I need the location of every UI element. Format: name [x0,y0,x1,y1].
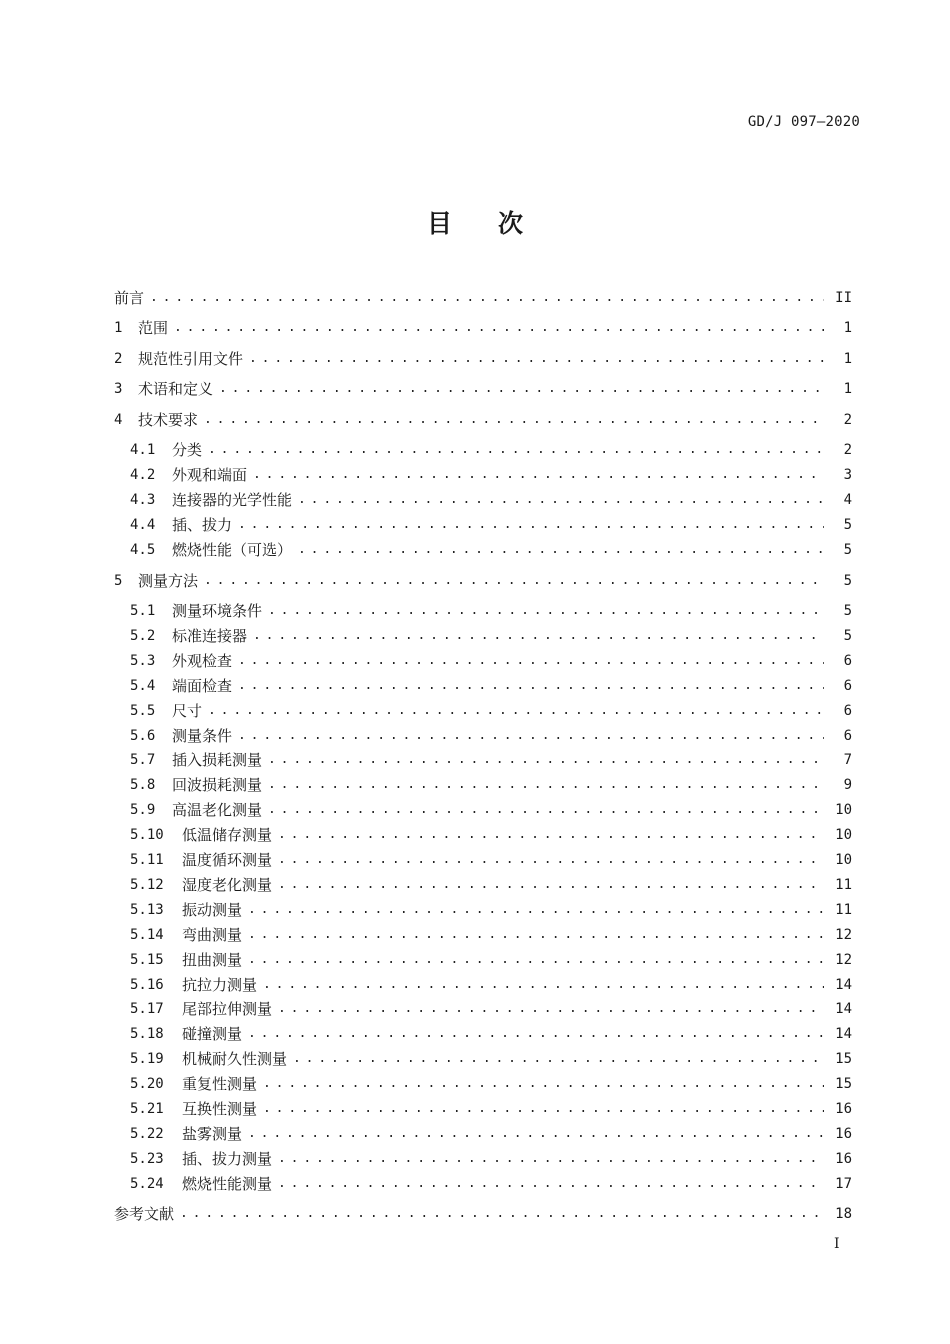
toc-entry-label: 测量方法 [138,572,199,590]
toc-entry[interactable] [130,700,852,722]
toc-dot-leader [278,1148,824,1170]
toc-entry-label: 外观和端面 [172,466,248,484]
toc-entry[interactable] [130,799,852,821]
toc-entry-number: 5.14 [130,927,164,943]
toc-entry-page: 11 [835,877,852,893]
toc-entry-page: 5 [843,603,852,619]
toc-dot-leader [248,1023,824,1045]
toc-entry-number: 5.19 [130,1051,164,1067]
toc-entry[interactable] [130,974,852,996]
toc-entry[interactable] [130,439,852,461]
toc-entry-label: 振动测量 [182,901,243,919]
toc-dot-leader [268,600,824,622]
toc-entry[interactable] [114,378,852,400]
toc-entry[interactable] [130,949,852,971]
toc-entry[interactable] [130,824,852,846]
toc-entry-number: 5.12 [130,877,164,893]
toc-entry-number: 5.16 [130,977,164,993]
toc-entry[interactable] [130,899,852,921]
toc-dot-leader [253,464,824,486]
toc-dot-leader [150,287,824,309]
toc-dot-leader [238,514,824,536]
toc-entry-number: 4 [114,412,123,428]
toc-entry-page: 6 [843,703,852,719]
toc-entry-label: 高温老化测量 [172,801,263,819]
toc-entry-label: 弯曲测量 [182,926,243,944]
toc-entry-page: 12 [835,927,852,943]
toc-entry-label: 外观检查 [172,652,233,670]
toc-entry[interactable] [130,1073,852,1095]
toc-entry-number: 5.15 [130,952,164,968]
toc-dot-leader [174,317,824,339]
toc-entry-number: 5.5 [130,703,156,719]
toc-dot-leader [204,409,824,431]
toc-entry-number: 4.3 [130,492,156,508]
toc-entry-page: 16 [835,1101,852,1117]
toc-entry-page: 5 [843,517,852,533]
toc-entry-number: 5.9 [130,802,156,818]
toc-entry-page: 1 [843,381,852,397]
toc-entry[interactable] [130,725,852,747]
toc-entry[interactable] [130,625,852,647]
toc-dot-leader [238,725,824,747]
toc-dot-leader [278,874,824,896]
toc-entry-number: 5.23 [130,1151,164,1167]
toc-entry-label: 前言 [114,289,145,307]
toc-entry-page: 2 [843,412,852,428]
toc-entry[interactable] [130,1123,852,1145]
toc-dot-leader [278,824,824,846]
toc-entry-number: 5.21 [130,1101,164,1117]
toc-entry-number: 5.7 [130,752,156,768]
toc-entry-label: 标准连接器 [172,627,248,645]
toc-entry-label: 参考文献 [114,1205,175,1223]
toc-entry-number: 5.20 [130,1076,164,1092]
toc-entry-label: 范围 [138,319,169,337]
toc-entry-number: 5.22 [130,1126,164,1142]
toc-dot-leader [204,570,824,592]
toc-dot-leader [238,675,824,697]
toc-entry-label: 连接器的光学性能 [172,491,293,509]
toc-entry-label: 重复性测量 [182,1075,258,1093]
toc-entry-label: 技术要求 [138,411,199,429]
toc-entry[interactable] [114,570,852,592]
toc-entry[interactable] [130,1173,852,1195]
toc-entry-label: 盐雾测量 [182,1125,243,1143]
page-number: I [834,1236,840,1252]
toc-dot-leader [208,700,824,722]
toc-entry-label: 尾部拉伸测量 [182,1000,273,1018]
toc-entry-number: 5.6 [130,728,156,744]
toc-entry-number: 5.17 [130,1001,164,1017]
toc-entry-label: 插、拔力 [172,516,233,534]
toc-entry-page: 17 [835,1176,852,1192]
toc-entry-page: 10 [835,802,852,818]
toc-entry-label: 互换性测量 [182,1100,258,1118]
toc-dot-leader [298,489,824,511]
toc-entry[interactable] [130,489,852,511]
page-title [0,204,950,240]
toc-entry-number: 5.11 [130,852,164,868]
toc-entry[interactable] [114,1203,852,1225]
toc-dot-leader [278,998,824,1020]
page-title-char-2: 次 [498,209,524,238]
toc-dot-leader [263,1098,824,1120]
toc-dot-leader [253,625,824,647]
toc-entry-label: 测量条件 [172,727,233,745]
toc-entry-number: 3 [114,381,123,397]
toc-entry-page: 10 [835,852,852,868]
toc-entry-page: 14 [835,1026,852,1042]
toc-dot-leader [263,1073,824,1095]
toc-entry-page: 14 [835,1001,852,1017]
toc-entry-number: 4.4 [130,517,156,533]
toc-entry-label: 测量环境条件 [172,602,263,620]
toc-dot-leader [268,749,824,771]
toc-entry-label: 湿度老化测量 [182,876,273,894]
toc-entry-label: 燃烧性能测量 [182,1175,273,1193]
toc-entry-page: 7 [843,752,852,768]
toc-entry[interactable] [130,514,852,536]
toc-entry[interactable] [114,409,852,431]
toc-dot-leader [238,650,824,672]
toc-entry-label: 尺寸 [172,702,203,720]
toc-dot-leader [293,1048,824,1070]
toc-entry-number: 2 [114,351,123,367]
toc-dot-leader [180,1203,824,1225]
toc-entry-page: 5 [843,628,852,644]
toc-dot-leader [278,1173,824,1195]
toc-entry-page: 5 [843,573,852,589]
toc-entry-label: 碰撞测量 [182,1025,243,1043]
toc-dot-leader [248,1123,824,1145]
toc-dot-leader [248,949,824,971]
toc-dot-leader [208,439,824,461]
toc-entry-page: 6 [843,728,852,744]
toc-entry[interactable] [130,675,852,697]
toc-entry-label: 温度循环测量 [182,851,273,869]
toc-entry[interactable] [130,539,852,561]
toc-dot-leader [249,348,824,370]
toc-entry-page: 15 [835,1051,852,1067]
toc-entry-label: 机械耐久性测量 [182,1050,288,1068]
toc-entry-number: 4.5 [130,542,156,558]
toc-entry[interactable] [114,287,852,309]
toc-entry-label: 回波损耗测量 [172,776,263,794]
toc-entry-number: 5.10 [130,827,164,843]
toc-entry-number: 5.3 [130,653,156,669]
toc-entry-page: 15 [835,1076,852,1092]
toc-dot-leader [248,924,824,946]
toc-entry[interactable] [114,348,852,370]
toc-entry-label: 燃烧性能（可选） [172,541,293,559]
toc-entry-number: 5.18 [130,1026,164,1042]
toc-entry-label: 端面检查 [172,677,233,695]
toc-dot-leader [268,799,824,821]
toc-entry[interactable] [130,874,852,896]
toc-dot-leader [278,849,824,871]
toc-entry[interactable] [114,317,852,339]
toc-entry[interactable] [130,1148,852,1170]
toc-entry[interactable] [130,924,852,946]
toc-entry-page: 18 [835,1206,852,1222]
page-title-char-1: 目 [426,209,452,238]
toc-entry-label: 抗拉力测量 [182,976,258,994]
toc-dot-leader [248,899,824,921]
toc-entry[interactable] [130,464,852,486]
toc-entry-label: 分类 [172,441,203,459]
toc-entry-label: 扭曲测量 [182,951,243,969]
toc-entry-label: 术语和定义 [138,380,214,398]
toc-entry-number: 5.8 [130,777,156,793]
toc-entry-page: 14 [835,977,852,993]
toc-entry-number: 5.4 [130,678,156,694]
toc-entry-page: 6 [843,653,852,669]
toc-entry[interactable] [130,1048,852,1070]
toc-entry-page: 1 [843,351,852,367]
toc-entry[interactable] [130,1098,852,1120]
toc-entry-page: 1 [843,320,852,336]
toc-entry[interactable] [130,749,852,771]
toc-entry-number: 4.2 [130,467,156,483]
toc-entry-page: 9 [843,777,852,793]
toc-dot-leader [263,974,824,996]
toc-entry[interactable] [130,849,852,871]
toc-entry-page: 2 [843,442,852,458]
toc-entry-number: 1 [114,320,123,336]
toc-entry[interactable] [130,998,852,1020]
toc-entry-page: 5 [843,542,852,558]
toc-dot-leader [219,378,824,400]
toc-entry-number: 5.1 [130,603,156,619]
toc-entry-page: 16 [835,1126,852,1142]
toc-entry[interactable] [130,774,852,796]
toc-dot-leader [298,539,824,561]
toc-entry-label: 插入损耗测量 [172,751,263,769]
toc-entry-page: 10 [835,827,852,843]
toc-entry-page: 4 [843,492,852,508]
toc-entry[interactable] [130,650,852,672]
toc-entry[interactable] [130,600,852,622]
toc-dot-leader [268,774,824,796]
toc-entry-label: 规范性引用文件 [138,350,244,368]
toc-entry-label: 低温储存测量 [182,826,273,844]
toc-entry[interactable] [130,1023,852,1045]
toc-entry-page: II [835,290,852,306]
toc-entry-page: 12 [835,952,852,968]
toc-entry-number: 5.24 [130,1176,164,1192]
toc-entry-number: 5 [114,573,123,589]
toc-entry-page: 3 [843,467,852,483]
toc-entry-page: 16 [835,1151,852,1167]
toc-entry-number: 5.13 [130,902,164,918]
document-code: GD/J 097—2020 [747,114,860,130]
toc-entry-number: 5.2 [130,628,156,644]
toc-entry-page: 11 [835,902,852,918]
toc-entry-label: 插、拔力测量 [182,1150,273,1168]
toc-entry-page: 6 [843,678,852,694]
toc-entry-number: 4.1 [130,442,156,458]
